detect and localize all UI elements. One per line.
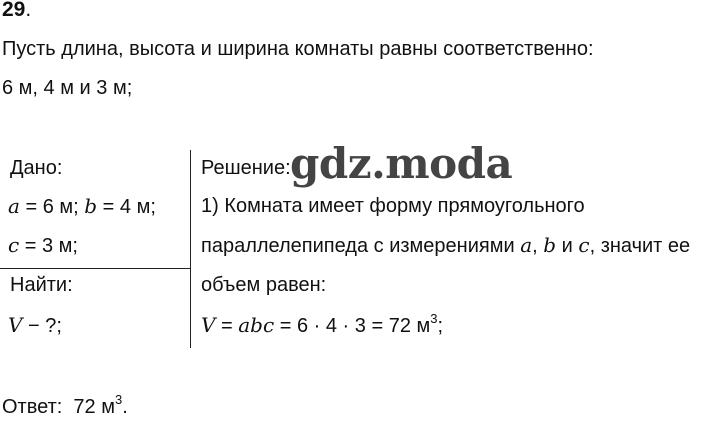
given-row-c: c = 3 м; (8, 233, 78, 257)
find-value: V − ?; (8, 313, 62, 337)
watermark-logo: gdz.moda (290, 139, 513, 188)
answer-line: Ответ: 72 $м^3$. (2, 392, 128, 418)
find-heading: Найти: (10, 274, 73, 296)
volume-formula: V = abc = 6 · 4 · 3 = 72 $м^3$; (201, 311, 444, 337)
problem-number: 29. (2, 0, 32, 21)
given-heading: Дано: (10, 157, 63, 179)
intro-line-1: Пусть длина, высота и ширина комнаты равны соответственно: (2, 38, 594, 60)
solution-line-1: 1) Комната имеет форму прямоугольного (201, 195, 585, 217)
solution-line-2: параллелепипеда с измерениями a, b и c, значит ее (201, 233, 691, 257)
given-row-ab: a = 6 м; b = 4 м; (8, 194, 156, 218)
solution-heading: Решение: (201, 157, 291, 179)
intro-line-2: 6 м, 4 м и 3 м; (2, 77, 133, 99)
vertical-divider (190, 150, 191, 348)
solution-line-3: объем равен: (201, 274, 327, 296)
horizontal-divider (0, 268, 191, 269)
